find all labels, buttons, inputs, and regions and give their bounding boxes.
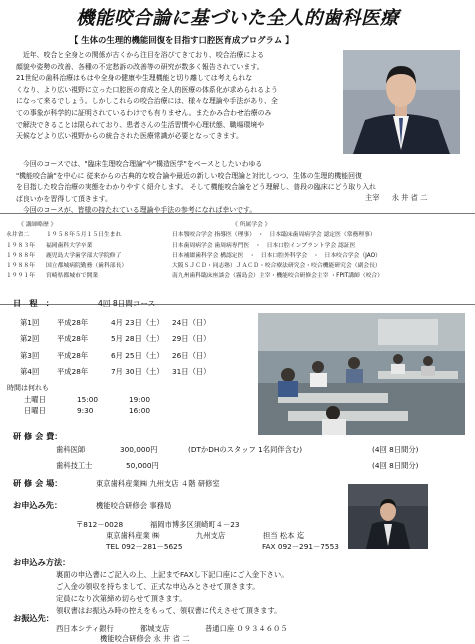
intro-text <box>16 50 338 143</box>
intro-line: 近年、咬合と全身との関係が古くから注目を浴びてきており、咬合治療による <box>16 51 265 59</box>
session-row: 第1回 平成28年 4月 23日（土） 24日（日） <box>20 318 211 327</box>
session-row: 第3回 平成28年 6月 25日（土） 26日（日） <box>20 351 211 360</box>
intro-line: になって来るでしょう。しかしこれらの咬合治療には、様々な理論や手法があり、全 <box>16 97 278 106</box>
fees-label: 研 修 会 費： <box>13 431 63 441</box>
method-line: 裏面の申込書にご記入の上、上記までFAXし下記口座にご入金下さい。 <box>56 570 289 579</box>
apply-company: 東京歯科産業 ㈱ <box>106 531 160 540</box>
intro-line: を目指した咬合治療の実態をわかりやすく紹介します。 そして機能咬合論をどう理解し、普段の臨床にどう取り入れ <box>16 183 376 192</box>
affiliation-row: 南九州歯科臨床座談会（霧島会）主宰・機能咬合研修会主宰 ・FPIT講師（咬合） <box>172 273 384 280</box>
signature <box>355 193 427 203</box>
affiliation-row: 大阪ＳＪＣＤ・同志塾）ＪＡＣＤ・咬合療法研究会・咬合機能研究会（副会長） <box>172 263 381 270</box>
schedule-course: 4回 8日間コース <box>98 299 156 308</box>
signature-role: 主宰 <box>365 193 380 202</box>
session-row: 第4回 平成28年 7月 30日（土） 31日（日） <box>20 367 211 376</box>
affiliation-row: 日本顎咬合学会 指導医（理事） ・ 日本臨床歯周病学会 認定医（常務理事） <box>172 232 376 239</box>
apply-address: 福岡市博多区須崎町４－23 <box>150 520 240 529</box>
intro-line: 今回のコースが、皆様の持たれている理論や手法の参考になれば幸いです。 <box>16 206 257 215</box>
page-subtitle: 【 生体の生理的機能回復を目指す口腔医育成プログラム 】 <box>70 35 294 45</box>
intro-line: "機能咬合論"を中心に 従来からの古典的な咬合論や最近の新しい咬合理論と対比しつつ、生体の生理的機能回復 <box>16 171 362 180</box>
seminar-room-photo <box>258 313 465 435</box>
intro-line: くなり、より広い視野に立った口腔医の育成と全人的医療の体系化が求められるよう <box>16 85 278 94</box>
transfer-holder: 機能咬合研修会 永 井 省 二 <box>100 634 190 643</box>
affiliation-column <box>172 220 383 282</box>
affiliation-row: 日本補綴歯科学会 構認定医 ・ 日本口腔外科学会 ・ 日本咬合学会（JAO） <box>172 252 381 259</box>
fee-course: (4回 8日間分) <box>372 461 419 470</box>
signature-name: 永 井 省 二 <box>391 193 428 202</box>
apply-postal: 〒812－0028 <box>76 520 124 529</box>
method-line: 領収書はお振込み時の控えをもって、領収書に代えさせて頂きます。 <box>56 606 282 615</box>
intro-line: 21世紀の歯科治療はもはや全身の健康や生理機能と切り離しては考えられな <box>16 74 253 83</box>
apply-branch: 九州支店 <box>196 531 226 540</box>
transfer-label: お振込先： <box>13 613 54 623</box>
intro-line: 顔貌や姿勢の改善、各種の不定愁訴の改善等の研究が数多く報告されています。 <box>16 62 264 71</box>
intro-line: で解決できることは限られており、患者さんの生活習慣や心理状態、職場環境や <box>16 120 265 129</box>
lecturer-portrait <box>343 50 460 154</box>
apply-contact: 担当 松本 迄 <box>263 531 305 540</box>
apply-org: 機能咬合研修会 事務局 <box>96 501 172 510</box>
career-row: １９８３年 福岡歯科大学卒業 <box>6 242 93 249</box>
lecturer-speaking-photo <box>348 484 428 549</box>
fee-note: (DTかDHのスタッフ 1名同伴含む) <box>188 445 303 454</box>
apply-fax: FAX 092－291－7553 <box>262 542 339 551</box>
time-label: 時間は何れも <box>7 384 49 392</box>
career-column <box>6 220 127 282</box>
apply-tel: TEL 092－281－5625 <box>106 542 183 551</box>
affiliation-row: 日本歯周病学会 歯周病専門医 ・ 日本口腔インプラント学会 認証医 <box>172 242 356 249</box>
career-header: 《 講師略歴 》 <box>18 222 57 228</box>
time-row: 土曜日 15:00 19:00 <box>24 395 151 404</box>
career-row: １９９１年 宮崎県都城市で開業 <box>6 273 99 280</box>
lecturer-profile <box>0 213 475 305</box>
intro-line: 今回のコースでは、"臨床生理咬合理論"や"構造医学"をベースとしたいわゆる <box>16 160 263 168</box>
schedule-label: 日 程 ： <box>13 298 54 308</box>
intro-line: 天候などより広い視野からの統合された医療常識が必要となってきます。 <box>16 132 243 141</box>
fee-amount: 50,000円 <box>126 461 159 470</box>
career-row: １９８８年 国立都城病院勤務（歯科部長） <box>6 263 128 270</box>
career-row: 永井省二 １９５８年５月１５日生まれ <box>6 232 122 239</box>
venue-label: 研 修 会 場： <box>13 478 63 488</box>
fee-amount: 300,000円 <box>120 445 158 454</box>
venue-value: 東京歯科産業㈱ 九州支店 ４階 研修室 <box>96 479 220 488</box>
intro-line: ての事象が科学的に証明されているわけでも有りません。またかみ合わせ治療のみ <box>16 108 272 117</box>
career-row: １９８８年 鹿児島大学歯学部大学院修了 <box>6 252 122 259</box>
time-row: 日曜日 9:30 16:00 <box>24 406 151 415</box>
intro-line: ば良いかを習得して頂きます。 <box>16 194 112 203</box>
method-line: ご入金の領収を持ちまして、正式な申込みとさせて頂きます。 <box>56 582 260 591</box>
method-line: 定員になり次第締め切らせて頂きます。 <box>56 594 187 603</box>
fee-course: (4回 8日間分) <box>372 445 419 454</box>
affiliation-header: 《 所属学会 》 <box>232 222 271 228</box>
session-row: 第2回 平成28年 5月 28日（土） 29日（日） <box>20 334 211 343</box>
method-label: お申込み方法： <box>13 557 71 567</box>
fee-who: 歯科医師 <box>56 445 86 454</box>
transfer-bank: 西日本シティ銀行 <box>56 624 114 633</box>
intro-text-wide <box>16 159 462 217</box>
apply-label: お申込み先： <box>13 500 63 510</box>
page-title: 機能咬合論に基づいた全人的歯科医療 <box>75 8 399 29</box>
fee-who: 歯科技工士 <box>56 461 93 470</box>
transfer-account: 普通口座 ０９３４６０５ <box>205 624 288 633</box>
transfer-branch: 都城支店 <box>140 624 170 633</box>
